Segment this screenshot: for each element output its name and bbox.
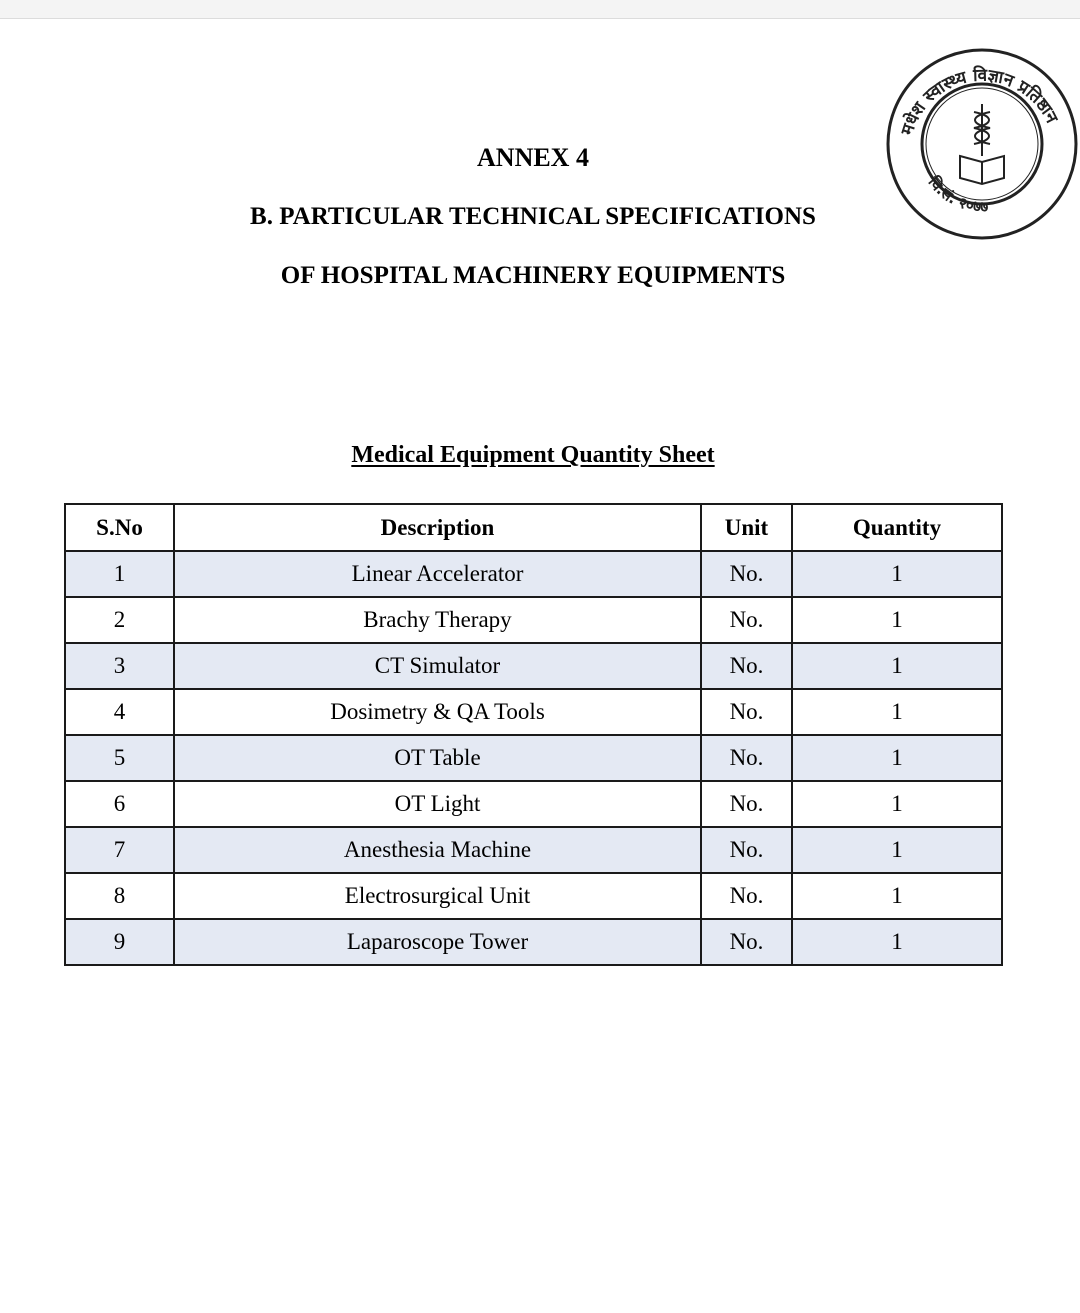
cell-quantity: 1: [792, 735, 1002, 781]
cell-description: OT Table: [174, 735, 701, 781]
cell-unit: No.: [701, 597, 792, 643]
cell-description: Laparoscope Tower: [174, 919, 701, 965]
cell-quantity: 1: [792, 827, 1002, 873]
spec-title-line1: B. PARTICULAR TECHNICAL SPECIFICATIONS: [250, 203, 816, 230]
cell-sno: 7: [65, 827, 174, 873]
top-bar: [0, 0, 1080, 19]
table-row: [65, 689, 1002, 735]
cell-sno: 3: [65, 643, 174, 689]
cell-description: Electrosurgical Unit: [174, 873, 701, 919]
cell-unit: No.: [701, 551, 792, 597]
sheet-title: Medical Equipment Quantity Sheet: [351, 442, 715, 468]
cell-unit: No.: [701, 735, 792, 781]
cell-sno: 8: [65, 873, 174, 919]
table-row: [65, 735, 1002, 781]
cell-unit: No.: [701, 919, 792, 965]
cell-unit: No.: [701, 781, 792, 827]
spec-title-line2: OF HOSPITAL MACHINERY EQUIPMENTS: [280, 262, 786, 289]
cell-unit: No.: [701, 689, 792, 735]
seal-bottom-text: वि.सं. २०७७: [924, 173, 989, 216]
table-header-row: [65, 504, 1002, 551]
cell-quantity: 1: [792, 551, 1002, 597]
cell-description: Brachy Therapy: [174, 597, 701, 643]
cell-sno: 4: [65, 689, 174, 735]
cell-quantity: 1: [792, 689, 1002, 735]
seal-top-text: मधेश स्वास्थ्य विज्ञान प्रतिष्ठान: [897, 65, 1062, 138]
institution-seal-stamp: [882, 44, 1080, 244]
cell-sno: 9: [65, 919, 174, 965]
cell-quantity: 1: [792, 919, 1002, 965]
cell-unit: No.: [701, 643, 792, 689]
header-description: Description: [174, 504, 701, 551]
cell-quantity: 1: [792, 781, 1002, 827]
cell-quantity: 1: [792, 643, 1002, 689]
cell-sno: 2: [65, 597, 174, 643]
table-row: [65, 781, 1002, 827]
table-row: [65, 919, 1002, 965]
cell-quantity: 1: [792, 597, 1002, 643]
cell-description: CT Simulator: [174, 643, 701, 689]
cell-description: Dosimetry & QA Tools: [174, 689, 701, 735]
svg-text:वि.सं. २०७७: [924, 173, 989, 216]
cell-unit: No.: [701, 827, 792, 873]
table-row: [65, 643, 1002, 689]
annex-heading: ANNEX 4: [477, 143, 589, 172]
cell-unit: No.: [701, 873, 792, 919]
header-sno: S.No: [65, 504, 174, 551]
header-quantity: Quantity: [792, 504, 1002, 551]
seal-caduceus-book-icon: [960, 104, 1004, 184]
header-unit: Unit: [701, 504, 792, 551]
cell-description: OT Light: [174, 781, 701, 827]
table-row: [65, 873, 1002, 919]
table-row: [65, 597, 1002, 643]
cell-description: Anesthesia Machine: [174, 827, 701, 873]
cell-description: Linear Accelerator: [174, 551, 701, 597]
table-row: [65, 827, 1002, 873]
cell-sno: 6: [65, 781, 174, 827]
cell-sno: 5: [65, 735, 174, 781]
table-row: [65, 551, 1002, 597]
equipment-quantity-table: [64, 503, 1003, 966]
cell-sno: 1: [65, 551, 174, 597]
cell-quantity: 1: [792, 873, 1002, 919]
